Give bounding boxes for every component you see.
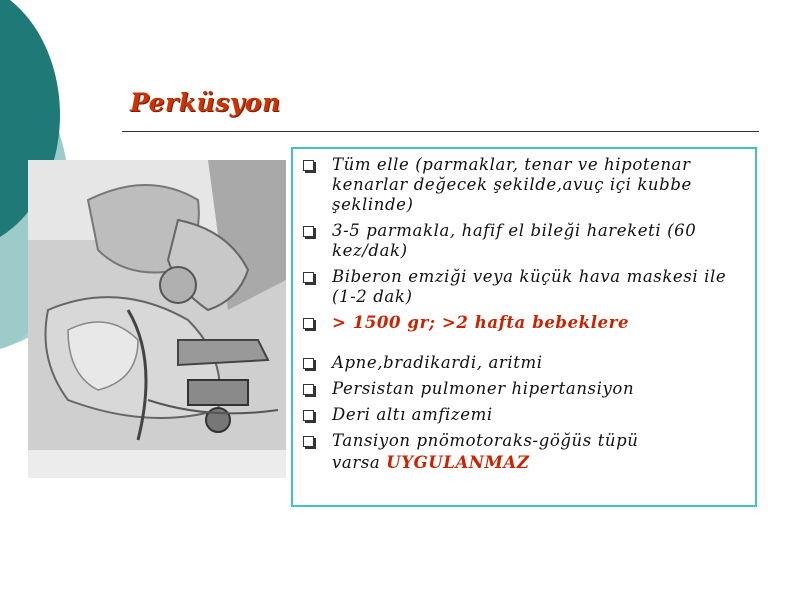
emphasis-text: UYGULANMAZ <box>386 453 530 472</box>
continuation-prefix: varsa <box>332 453 381 472</box>
list-item-text: Tüm elle (parmaklar, tenar ve hipotenar kenarlar değecek şekilde,avuç içi kubbe şeklinde) <box>332 155 692 214</box>
slide-title: Perküsyon <box>130 88 281 117</box>
list-item <box>301 267 747 307</box>
square-bullet-icon <box>303 410 314 421</box>
list-item-text: 3-5 parmakla, hafif el bileği hareketi (60 kez/dak) <box>332 221 697 260</box>
list-item-text: Apne,bradikardi, aritmi <box>332 353 543 372</box>
list-item <box>301 431 747 451</box>
square-bullet-icon <box>303 226 314 237</box>
square-bullet-icon <box>303 358 314 369</box>
list-item <box>301 379 747 399</box>
infant-percussion-photo <box>28 160 286 478</box>
square-bullet-icon <box>303 384 314 395</box>
list-item-text: > 1500 gr; >2 hafta bebeklere <box>332 313 630 332</box>
square-bullet-icon <box>303 318 314 329</box>
bullet-content-box <box>291 147 757 507</box>
list-item-text: Tansiyon pnömotoraks-göğüs tüpü <box>332 431 639 450</box>
list-item-highlighted <box>301 313 747 333</box>
list-item <box>301 155 747 215</box>
bullet-list <box>301 155 747 451</box>
square-bullet-icon <box>303 436 314 447</box>
list-item <box>301 221 747 261</box>
square-bullet-icon <box>303 160 314 171</box>
list-item-text: Persistan pulmoner hipertansiyon <box>332 379 635 398</box>
list-item-text: Biberon emziği veya küçük hava maskesi ile (1-2 dak) <box>332 267 727 306</box>
square-bullet-icon <box>303 272 314 283</box>
list-item <box>301 353 747 373</box>
continuation-line <box>301 453 747 473</box>
list-item-text: Deri altı amfizemi <box>332 405 493 424</box>
list-item <box>301 405 747 425</box>
title-divider <box>122 131 759 132</box>
